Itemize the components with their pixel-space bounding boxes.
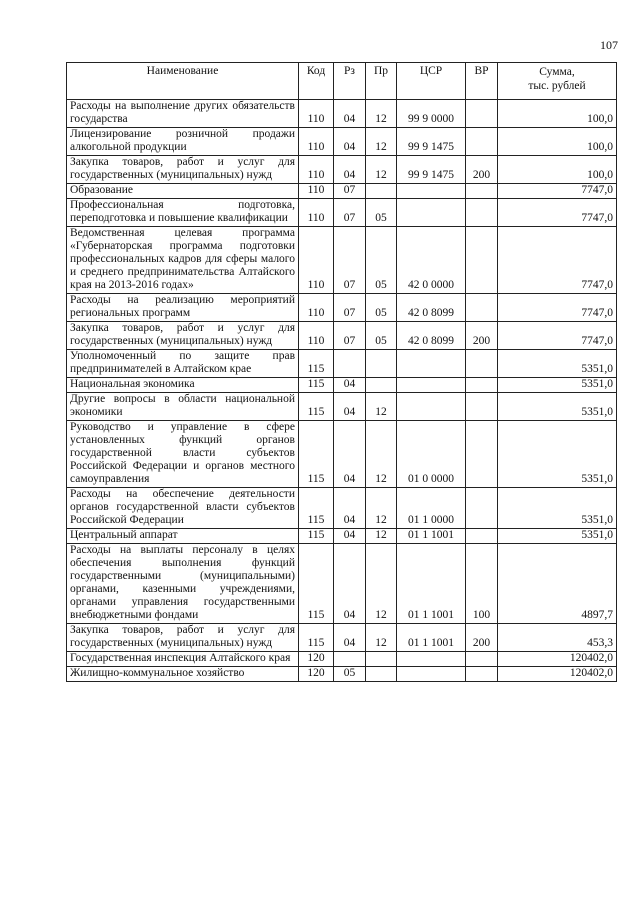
cell-name: Образование xyxy=(67,184,299,199)
table-row xyxy=(67,378,617,393)
cell-name: Расходы на выполнение других обязательств государства xyxy=(67,100,299,128)
cell-name: Закупка товаров, работ и услуг для государственных (муниципальных) нужд xyxy=(67,322,299,350)
cell-code: 115 xyxy=(299,421,334,488)
cell-name: Центральный аппарат xyxy=(67,529,299,544)
table-row xyxy=(67,350,617,378)
cell-sum: 5351,0 xyxy=(498,421,617,488)
cell-rz: 04 xyxy=(334,156,366,184)
cell-vr xyxy=(466,184,498,199)
cell-sum: 7747,0 xyxy=(498,184,617,199)
table-row xyxy=(67,128,617,156)
cell-csr: 42 0 0000 xyxy=(397,227,466,294)
cell-pr xyxy=(366,184,397,199)
cell-rz: 04 xyxy=(334,100,366,128)
cell-pr: 12 xyxy=(366,100,397,128)
cell-sum: 7747,0 xyxy=(498,294,617,322)
cell-csr: 01 1 0000 xyxy=(397,488,466,529)
cell-rz xyxy=(334,350,366,378)
cell-csr: 01 1 1001 xyxy=(397,544,466,624)
cell-sum: 100,0 xyxy=(498,156,617,184)
cell-sum: 7747,0 xyxy=(498,227,617,294)
cell-name: Руководство и управление в сфере установленных функций органов государственной власти субъектов Российской Федерации и органов местного самоуправления xyxy=(67,421,299,488)
cell-name: Расходы на выплаты персоналу в целях обеспечения выполнения функций государственными (муниципальными) органами, казенными учреждениями, органами управления государственными внебюджетными фондами xyxy=(67,544,299,624)
cell-vr xyxy=(466,128,498,156)
cell-rz: 07 xyxy=(334,294,366,322)
cell-code: 110 xyxy=(299,322,334,350)
cell-code: 115 xyxy=(299,529,334,544)
cell-name: Профессиональная подготовка, переподготовка и повышение квалификации xyxy=(67,199,299,227)
cell-pr xyxy=(366,667,397,682)
table-row xyxy=(67,227,617,294)
cell-rz: 07 xyxy=(334,199,366,227)
cell-rz: 04 xyxy=(334,544,366,624)
cell-pr: 12 xyxy=(366,488,397,529)
cell-vr xyxy=(466,227,498,294)
table-row xyxy=(67,199,617,227)
budget-table xyxy=(66,62,617,682)
cell-pr: 05 xyxy=(366,199,397,227)
cell-name: Национальная экономика xyxy=(67,378,299,393)
cell-name: Расходы на реализацию мероприятий региональных программ xyxy=(67,294,299,322)
cell-pr: 12 xyxy=(366,529,397,544)
cell-name: Жилищно-коммунальное хозяйство xyxy=(67,667,299,682)
cell-vr xyxy=(466,667,498,682)
table-header-row xyxy=(67,63,617,100)
cell-code: 115 xyxy=(299,488,334,529)
cell-rz: 07 xyxy=(334,227,366,294)
header-csr: ЦСР xyxy=(397,63,466,100)
cell-code: 115 xyxy=(299,378,334,393)
cell-code: 110 xyxy=(299,100,334,128)
cell-vr xyxy=(466,100,498,128)
cell-pr: 12 xyxy=(366,128,397,156)
cell-csr xyxy=(397,667,466,682)
cell-csr xyxy=(397,350,466,378)
cell-rz: 04 xyxy=(334,421,366,488)
cell-name: Ведомственная целевая программа «Губернаторская программа подготовки профессиональных кадров для сферы малого и среднего предпринимательства Алтайского края на 2013-2016 годах» xyxy=(67,227,299,294)
cell-vr: 200 xyxy=(466,156,498,184)
cell-pr: 05 xyxy=(366,227,397,294)
header-code: Код xyxy=(299,63,334,100)
header-vr: ВР xyxy=(466,63,498,100)
cell-sum: 4897,7 xyxy=(498,544,617,624)
cell-vr xyxy=(466,393,498,421)
cell-vr xyxy=(466,488,498,529)
header-sum-line1: Сумма, xyxy=(539,66,575,78)
cell-csr xyxy=(397,199,466,227)
cell-name: Расходы на обеспечение деятельности органов государственной власти субъектов Российской Федерации xyxy=(67,488,299,529)
table-row xyxy=(67,544,617,624)
cell-rz xyxy=(334,652,366,667)
cell-rz: 04 xyxy=(334,488,366,529)
cell-sum: 5351,0 xyxy=(498,393,617,421)
table-row xyxy=(67,294,617,322)
cell-csr: 42 0 8099 xyxy=(397,294,466,322)
cell-code: 110 xyxy=(299,128,334,156)
cell-rz: 07 xyxy=(334,322,366,350)
cell-csr: 01 0 0000 xyxy=(397,421,466,488)
cell-name: Государственная инспекция Алтайского края xyxy=(67,652,299,667)
cell-rz: 04 xyxy=(334,529,366,544)
table-row xyxy=(67,624,617,652)
cell-csr xyxy=(397,184,466,199)
cell-vr xyxy=(466,350,498,378)
cell-sum: 7747,0 xyxy=(498,322,617,350)
cell-vr xyxy=(466,199,498,227)
table-row xyxy=(67,393,617,421)
cell-csr: 01 1 1001 xyxy=(397,624,466,652)
cell-code: 110 xyxy=(299,294,334,322)
table-row xyxy=(67,156,617,184)
table-row xyxy=(67,322,617,350)
cell-code: 115 xyxy=(299,544,334,624)
cell-code: 115 xyxy=(299,393,334,421)
cell-sum: 7747,0 xyxy=(498,199,617,227)
cell-sum: 100,0 xyxy=(498,100,617,128)
cell-csr: 99 9 1475 xyxy=(397,128,466,156)
cell-pr xyxy=(366,652,397,667)
cell-sum: 100,0 xyxy=(498,128,617,156)
table-row xyxy=(67,488,617,529)
cell-vr: 200 xyxy=(466,322,498,350)
page-number: 107 xyxy=(600,38,618,52)
cell-code: 110 xyxy=(299,199,334,227)
cell-vr: 200 xyxy=(466,624,498,652)
cell-sum: 5351,0 xyxy=(498,378,617,393)
cell-rz: 07 xyxy=(334,184,366,199)
cell-name: Уполномоченный по защите прав предпринимателей в Алтайском крае xyxy=(67,350,299,378)
table-row xyxy=(67,529,617,544)
table-row xyxy=(67,652,617,667)
cell-vr xyxy=(466,529,498,544)
cell-pr: 12 xyxy=(366,421,397,488)
cell-csr: 01 1 1001 xyxy=(397,529,466,544)
cell-code: 120 xyxy=(299,667,334,682)
header-rz: Рз xyxy=(334,63,366,100)
cell-vr xyxy=(466,294,498,322)
cell-pr: 12 xyxy=(366,544,397,624)
cell-vr xyxy=(466,378,498,393)
header-sum xyxy=(498,63,617,100)
cell-sum: 120402,0 xyxy=(498,652,617,667)
cell-name: Другие вопросы в области национальной экономики xyxy=(67,393,299,421)
table-body xyxy=(67,100,617,682)
header-sum-line2: тыс. рублей xyxy=(528,80,586,92)
cell-vr xyxy=(466,652,498,667)
cell-sum: 5351,0 xyxy=(498,350,617,378)
table-row xyxy=(67,667,617,682)
cell-csr xyxy=(397,378,466,393)
cell-csr: 99 9 0000 xyxy=(397,100,466,128)
cell-code: 120 xyxy=(299,652,334,667)
cell-pr xyxy=(366,350,397,378)
cell-code: 110 xyxy=(299,184,334,199)
cell-code: 110 xyxy=(299,227,334,294)
cell-csr xyxy=(397,393,466,421)
cell-pr: 12 xyxy=(366,156,397,184)
cell-name: Лицензирование розничной продажи алкогольной продукции xyxy=(67,128,299,156)
cell-pr: 12 xyxy=(366,624,397,652)
cell-csr: 99 9 1475 xyxy=(397,156,466,184)
table-row xyxy=(67,100,617,128)
cell-name: Закупка товаров, работ и услуг для государственных (муниципальных) нужд xyxy=(67,624,299,652)
cell-csr: 42 0 8099 xyxy=(397,322,466,350)
cell-sum: 120402,0 xyxy=(498,667,617,682)
cell-vr: 100 xyxy=(466,544,498,624)
cell-rz: 04 xyxy=(334,393,366,421)
cell-sum: 453,3 xyxy=(498,624,617,652)
cell-rz: 04 xyxy=(334,624,366,652)
cell-csr xyxy=(397,652,466,667)
cell-rz: 04 xyxy=(334,128,366,156)
cell-code: 115 xyxy=(299,624,334,652)
cell-pr xyxy=(366,378,397,393)
cell-code: 110 xyxy=(299,156,334,184)
cell-rz: 04 xyxy=(334,378,366,393)
cell-sum: 5351,0 xyxy=(498,488,617,529)
table-row xyxy=(67,421,617,488)
cell-pr: 12 xyxy=(366,393,397,421)
header-name: Наименование xyxy=(67,63,299,100)
cell-rz: 05 xyxy=(334,667,366,682)
cell-name: Закупка товаров, работ и услуг для государственных (муниципальных) нужд xyxy=(67,156,299,184)
cell-sum: 5351,0 xyxy=(498,529,617,544)
table-row xyxy=(67,184,617,199)
cell-pr: 05 xyxy=(366,294,397,322)
cell-pr: 05 xyxy=(366,322,397,350)
header-pr: Пр xyxy=(366,63,397,100)
cell-vr xyxy=(466,421,498,488)
cell-code: 115 xyxy=(299,350,334,378)
